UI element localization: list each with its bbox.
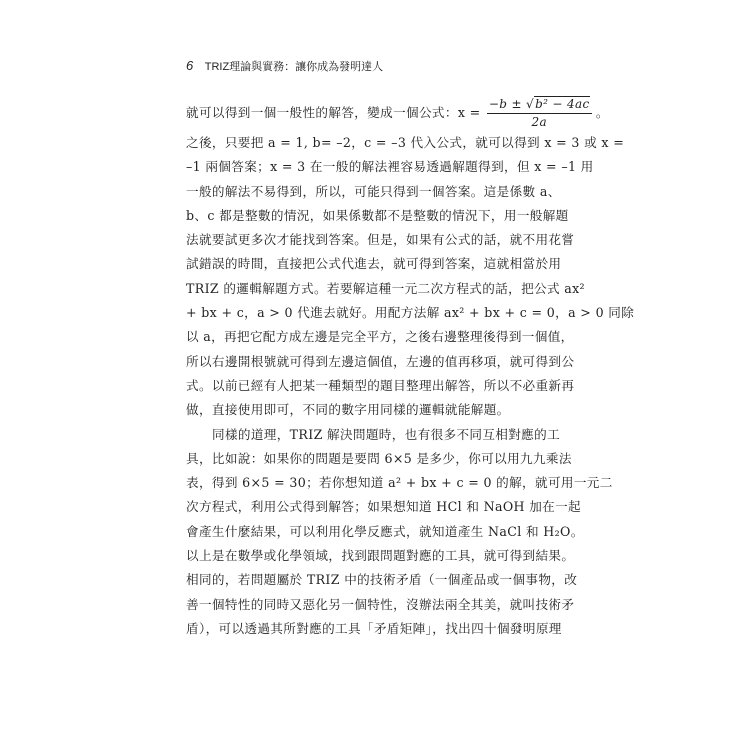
text-line: TRIZ 的邏輯解題方式。若要解這種一元二次方程式的話，把公式 ax² <box>186 280 585 296</box>
body-text <box>186 97 635 641</box>
text-line: 相同的，若問題屬於 TRIZ 中的技術矛盾（一個產品或一個事物，改 <box>186 572 578 588</box>
text-line: –1 兩個答案；x = 3 在一般的解法裡容易透過解題得到，但 x = –1 用 <box>186 159 594 175</box>
text-line: 次方程式，利用公式得到解答；如果想知道 HCl 和 NaOH 加在一起 <box>186 499 581 515</box>
paragraph-2 <box>186 423 613 642</box>
numerator-radicand: b² − 4ac <box>535 97 590 111</box>
text-line: 做，直接使用即可，不同的數字用同樣的邏輯就能解題。 <box>186 402 510 418</box>
text-line: 具，比如說：如果你的問題是要問 6×5 是多少，你可以用九九乘法 <box>186 450 572 466</box>
paragraph-1 <box>186 131 635 423</box>
text-line: 試錯誤的時間，直接把公式代進去，就可得到答案，這就相當於用 <box>186 256 562 272</box>
text-line: 之後，只要把 a = 1, b= –2，c = –3 代入公式，就可以得到 x = 3 或 x = <box>186 135 625 150</box>
text-line: 以 a，再把它配方成左邊是完全平方，之後右邊整理後得到一個值， <box>186 329 574 345</box>
text-line: 所以右邊開根號就可得到左邊這個值，左邊的值再移項，就可得到公 <box>186 353 575 369</box>
text-line: 式。以前已經有人把某一種類型的題目整理出解答，所以不必重新再 <box>186 377 575 393</box>
numerator-prefix: −b ± √ <box>488 97 535 111</box>
running-title: TRIZ理論與實務：讓你成為發明達人 <box>204 61 384 73</box>
text-line: 善一個特性的同時又惡化另一個特性，沒辦法兩全其美，就叫技術矛 <box>186 596 575 612</box>
formula-lead-text: 就可以得到一個一般性的解答，變成一個公式：x = <box>186 105 481 120</box>
text-line: 會產生什麼結果，可以利用化學反應式，就知道產生 NaCl 和 H₂O。 <box>186 523 584 539</box>
formula-numerator <box>487 97 592 114</box>
text-line: b、c 都是整數的情況，如果係數都不是整數的情況下，用一般解題 <box>186 207 569 223</box>
text-line: 表，得到 6×5 = 30；若你想知道 a² + bx + c = 0 的解，就可用一元二 <box>186 475 613 491</box>
text-line: 同樣的道理，TRIZ 解決問題時，也有很多不同互相對應的工 <box>212 426 561 442</box>
page-number: 6 <box>186 58 194 73</box>
formula-tail: 。 <box>595 105 609 120</box>
text-line: + bx + c，a > 0 代進去就好。用配方法解 ax² + bx + c = 0，a > 0 同除 <box>186 305 635 321</box>
text-line: 盾），可以透過其所對應的工具「矛盾矩陣」，找出四十個發明原理 <box>186 620 562 636</box>
text-line: 以上是在數學或化學領域，找到跟問題對應的工具，就可得到結果。 <box>186 548 575 564</box>
quadratic-formula <box>487 97 592 130</box>
text-line: 法就要試更多次才能找到答案。但是，如果有公式的話，就不用花嘗 <box>186 232 575 248</box>
formula-denominator: 2a <box>531 115 547 129</box>
text-line: 一般的解法不易得到，所以，可能只得到一個答案。這是係數 a、 <box>186 183 561 199</box>
page-header <box>186 58 383 74</box>
formula-line <box>186 97 609 131</box>
